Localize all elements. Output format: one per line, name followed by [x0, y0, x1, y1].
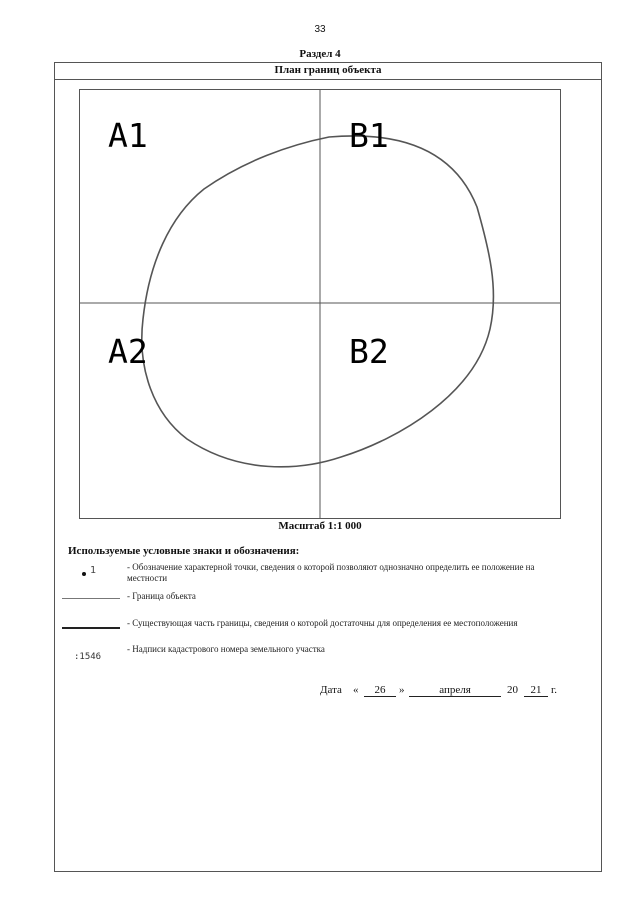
grid-label-a1: A1: [108, 116, 148, 155]
grid-label-b2: B2: [349, 332, 389, 371]
date-century: 20: [507, 684, 518, 696]
grid-label-b1: B1: [349, 116, 389, 155]
legend-existing-desc: - Существующая часть границы, сведения о которой достаточны для определения ее местоположения: [127, 618, 518, 628]
section-title: Раздел 4: [299, 48, 341, 60]
legend-cadastral-desc: - Надписи кадастрового номера земельного участка: [127, 644, 325, 654]
boundary-line-icon: [62, 598, 120, 599]
date-label: Дата: [320, 684, 342, 696]
date-close-quote: »: [399, 684, 405, 696]
date-year: 21: [524, 684, 548, 697]
date-month: апреля: [409, 684, 501, 697]
legend-title: Используемые условные знаки и обозначения:: [68, 545, 300, 557]
date-suffix: г.: [551, 684, 558, 696]
legend-boundary-desc: - Граница объекта: [127, 591, 196, 601]
characteristic-point-icon: [82, 572, 86, 576]
boundary-plan: [79, 89, 561, 519]
object-boundary-line: [142, 136, 494, 467]
cadastral-number-sample: :1546: [74, 652, 102, 662]
characteristic-point-number: 1: [90, 565, 97, 576]
plan-scale: Масштаб 1:1 000: [278, 520, 362, 532]
plan-header: План границ объекта: [54, 62, 602, 80]
legend-point-desc: - Обозначение характерной точки, сведения о которой позволяют однозначно определить ее положение на местности: [127, 562, 535, 583]
grid-label-a2: A2: [108, 332, 148, 371]
page-number: 33: [314, 24, 326, 35]
date-open-quote: «: [353, 684, 359, 696]
existing-boundary-line-icon: [62, 627, 120, 629]
date-day: 26: [364, 684, 396, 697]
